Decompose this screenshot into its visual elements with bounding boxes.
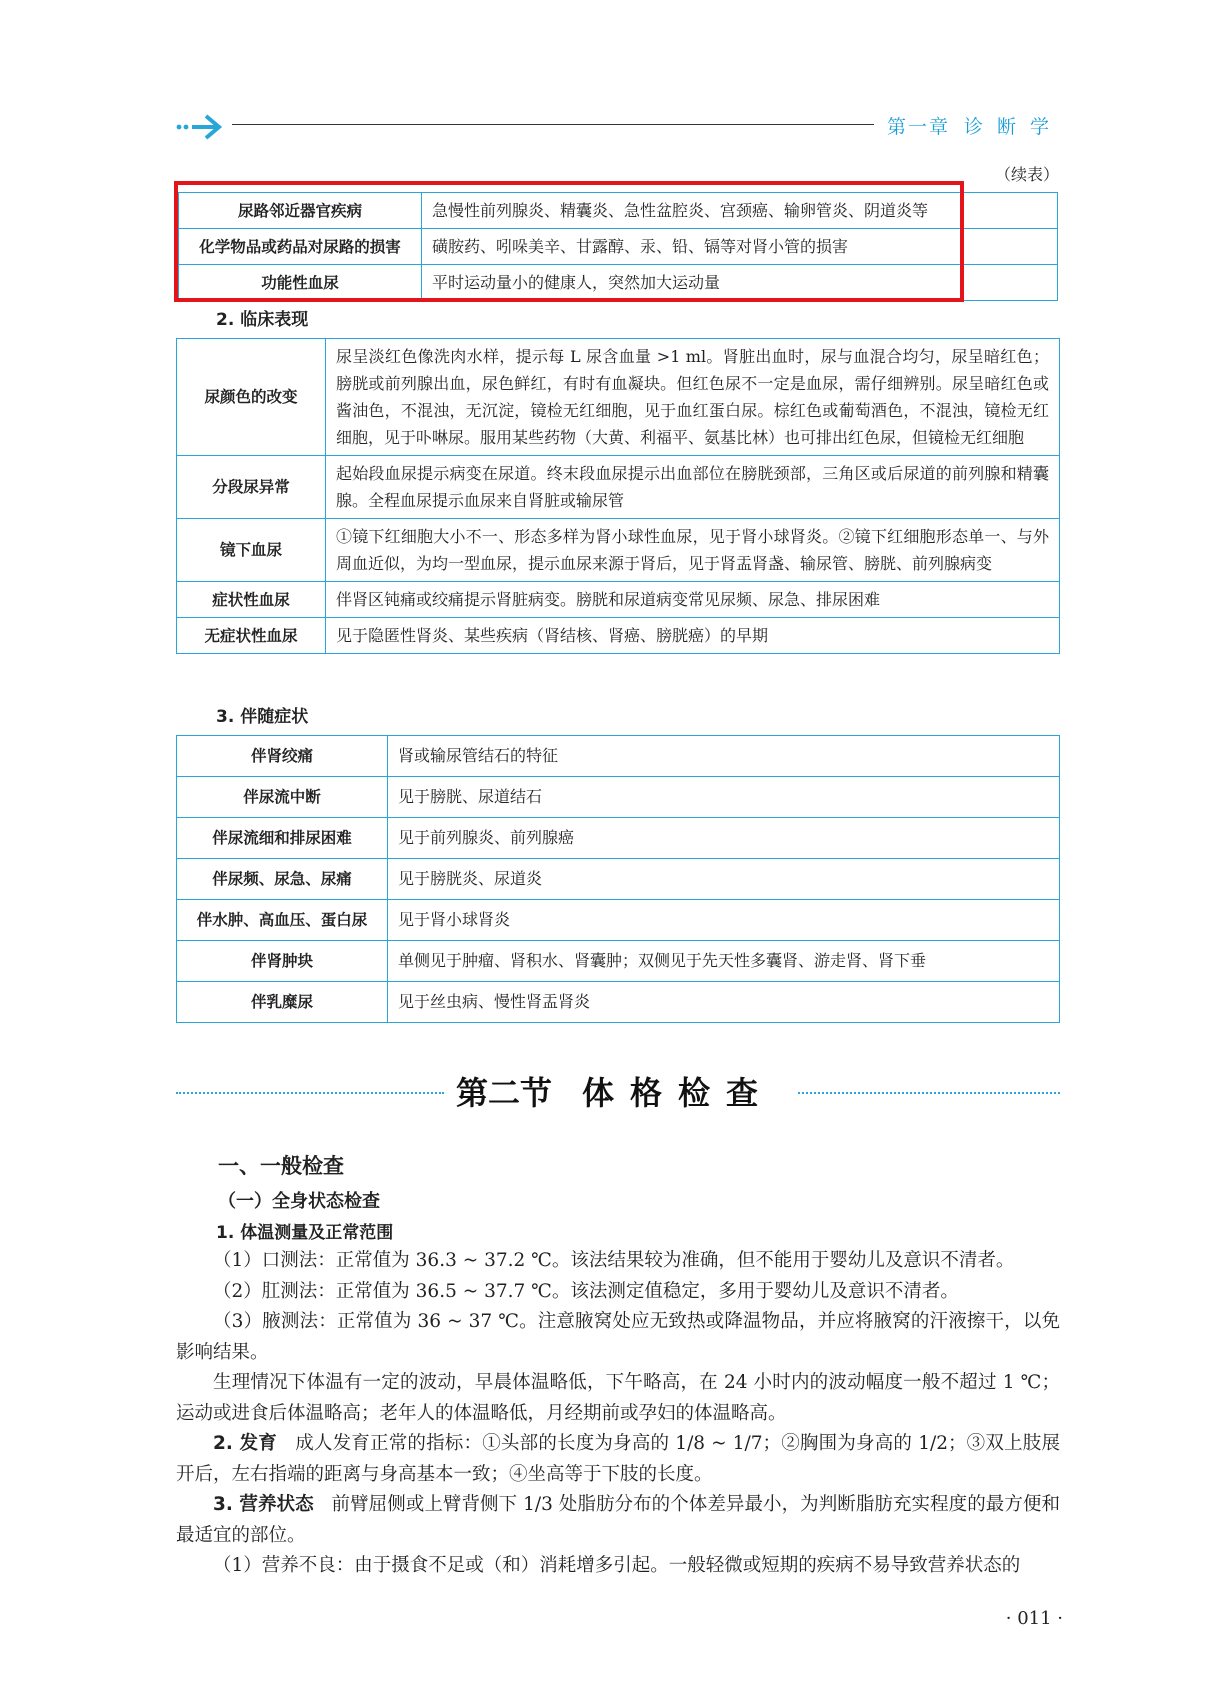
chapter-title: 诊断学 (963, 116, 1063, 138)
row-text: 见于膀胱、尿道结石 (388, 777, 1060, 818)
body-text (176, 1246, 1060, 1582)
malnutrition-paragraph: （1）营养不良：由于摄食不足或（和）消耗增多引起。一般轻微或短期的疾病不易导致营养状态的 (213, 1555, 1021, 1576)
chapter-header (887, 112, 1063, 139)
table-row (177, 941, 1060, 982)
development-label: 2. 发育 (213, 1433, 277, 1454)
table-row (177, 519, 1060, 582)
table-row (177, 339, 1060, 456)
row-text: 平时运动量小的健康人，突然加大运动量 (422, 265, 1058, 301)
nutrition-label: 3. 营养状态 (213, 1494, 314, 1515)
table-row (177, 818, 1060, 859)
development-text: 成人发育正常的指标：①头部的长度为身高的 1/8 ~ 1/7；②胸围为身高的 1/2；③双上肢展开后，左右指端的距离与身高基本一致；④坐高等于下肢的长度。 (176, 1433, 1060, 1485)
row-label: 症状性血尿 (177, 582, 326, 618)
row-label: 镜下血尿 (177, 519, 326, 582)
table-row (177, 618, 1060, 654)
rectal-paragraph: （2）肛测法：正常值为 36.5 ~ 37.7 ℃。该法测定值稳定，多用于婴幼儿及意识不清者。 (213, 1280, 959, 1302)
table-row (177, 900, 1060, 941)
row-label: 功能性血尿 (179, 265, 422, 301)
row-text: 见于肾小球肾炎 (388, 900, 1060, 941)
section-title (430, 1068, 800, 1114)
section-name: 体格检查 (582, 1074, 775, 1112)
table-row (177, 982, 1060, 1023)
row-label: 伴尿流中断 (177, 777, 388, 818)
row-text: 伴肾区钝痛或绞痛提示肾脏病变。膀胱和尿道病变常见尿频、尿急、排尿困难 (326, 582, 1060, 618)
development-paragraph (176, 1429, 1060, 1490)
row-text: 肾或输尿管结石的特征 (388, 736, 1060, 777)
section-number: 第二节 (455, 1074, 552, 1112)
row-label: 无症状性血尿 (177, 618, 326, 654)
row-text: ①镜下红细胞大小不一、形态多样为肾小球性血尿，见于肾小球肾炎。②镜下红细胞形态单一、与外周血近似，为均一型血尿，提示血尿来源于肾后，见于肾盂肾盏、输尿管、膀胱、前列腺病变 (326, 519, 1060, 582)
section-divider-left (176, 1092, 444, 1094)
row-text: 单侧见于肿瘤、肾积水、肾囊肿；双侧见于先天性多囊肾、游走肾、肾下垂 (388, 941, 1060, 982)
highlight-box (174, 181, 964, 302)
axillary-paragraph: （3）腋测法：正常值为 36 ~ 37 ℃。注意腋窝处应无致热或降温物品，并应将腋窝的汗液擦干，以免影响结果。 (176, 1311, 1060, 1363)
table-row (177, 777, 1060, 818)
page-number: · 011 · (1005, 1608, 1063, 1629)
row-label: 尿路邻近器官疾病 (179, 193, 422, 229)
row-label: 伴肾绞痛 (177, 736, 388, 777)
general-exam-heading: 一、一般检查 (218, 1154, 344, 1178)
physiology-paragraph: 生理情况下体温有一定的波动，早晨体温略低，下午略高，在 24 小时内的波动幅度一般不超过 1 ℃；运动或进食后体温略高；老年人的体温略低，月经期前或孕妇的体温略高。 (176, 1372, 1060, 1424)
accompany-table (176, 735, 1060, 1023)
row-text: 尿呈淡红色像洗肉水样，提示每 L 尿含血量 >1 ml。肾脏出血时，尿与血混合均匀，尿呈暗红色；膀胱或前列腺出血，尿色鲜红，有时有血凝块。但红色尿不一定是血尿，需仔细辨别。尿呈暗红色或酱油色，不混浊，无沉淀，镜检无红细胞，见于血红蛋白尿。棕红色或葡萄酒色，不混浊，镜检无红细胞，见于卟啉尿。服用某些药物（大黄、利福平、氨基比林）也可排出红色尿，但镜检无红细胞 (326, 339, 1060, 456)
nutrition-paragraph (176, 1490, 1060, 1551)
clinical-table (176, 338, 1060, 654)
row-label: 伴肾肿块 (177, 941, 388, 982)
row-text: 见于前列腺炎、前列腺癌 (388, 818, 1060, 859)
row-label: 尿颜色的改变 (177, 339, 326, 456)
row-text: 见于膀胱炎、尿道炎 (388, 859, 1060, 900)
accompany-heading: 3. 伴随症状 (216, 707, 309, 727)
row-label: 伴尿频、尿急、尿痛 (177, 859, 388, 900)
whole-body-heading: （一）全身状态检查 (218, 1191, 380, 1212)
table-row (177, 859, 1060, 900)
continued-label: （续表） (994, 165, 1059, 184)
table-row (177, 736, 1060, 777)
row-text: 见于丝虫病、慢性肾盂肾炎 (388, 982, 1060, 1023)
row-text: 急慢性前列腺炎、精囊炎、急性盆腔炎、宫颈癌、输卵管炎、阴道炎等 (422, 193, 1058, 229)
arrow-icon (176, 112, 226, 142)
row-label: 伴乳糜尿 (177, 982, 388, 1023)
row-label: 分段尿异常 (177, 456, 326, 519)
row-text: 起始段血尿提示病变在尿道。终末段血尿提示出血部位在膀胱颈部，三角区或后尿道的前列腺和精囊腺。全程血尿提示血尿来自肾脏或输尿管 (326, 456, 1060, 519)
row-label: 伴尿流细和排尿困难 (177, 818, 388, 859)
table-row (177, 456, 1060, 519)
oral-paragraph: （1）口测法：正常值为 36.3 ~ 37.2 ℃。该法结果较为准确，但不能用于婴幼儿及意识不清者。 (213, 1250, 1015, 1271)
nutrition-text: 前臂屈侧或上臂背侧下 1/3 处脂肪分布的个体差异最小，为判断脂肪充实程度的最方便和最适宜的部位。 (176, 1494, 1060, 1546)
header-rule (232, 124, 874, 125)
row-label: 化学物品或药品对尿路的损害 (179, 229, 422, 265)
section-divider-right (798, 1092, 1060, 1094)
row-text: 见于隐匿性肾炎、某些疾病（肾结核、肾癌、膀胱癌）的早期 (326, 618, 1060, 654)
clinical-heading: 2. 临床表现 (216, 310, 309, 330)
row-text: 磺胺药、吲哚美辛、甘露醇、汞、铅、镉等对肾小管的损害 (422, 229, 1058, 265)
temperature-heading: 1. 体温测量及正常范围 (216, 1223, 394, 1243)
table-row (177, 582, 1060, 618)
row-label: 伴水肿、高血压、蛋白尿 (177, 900, 388, 941)
chapter-label: 第一章 (886, 116, 950, 138)
